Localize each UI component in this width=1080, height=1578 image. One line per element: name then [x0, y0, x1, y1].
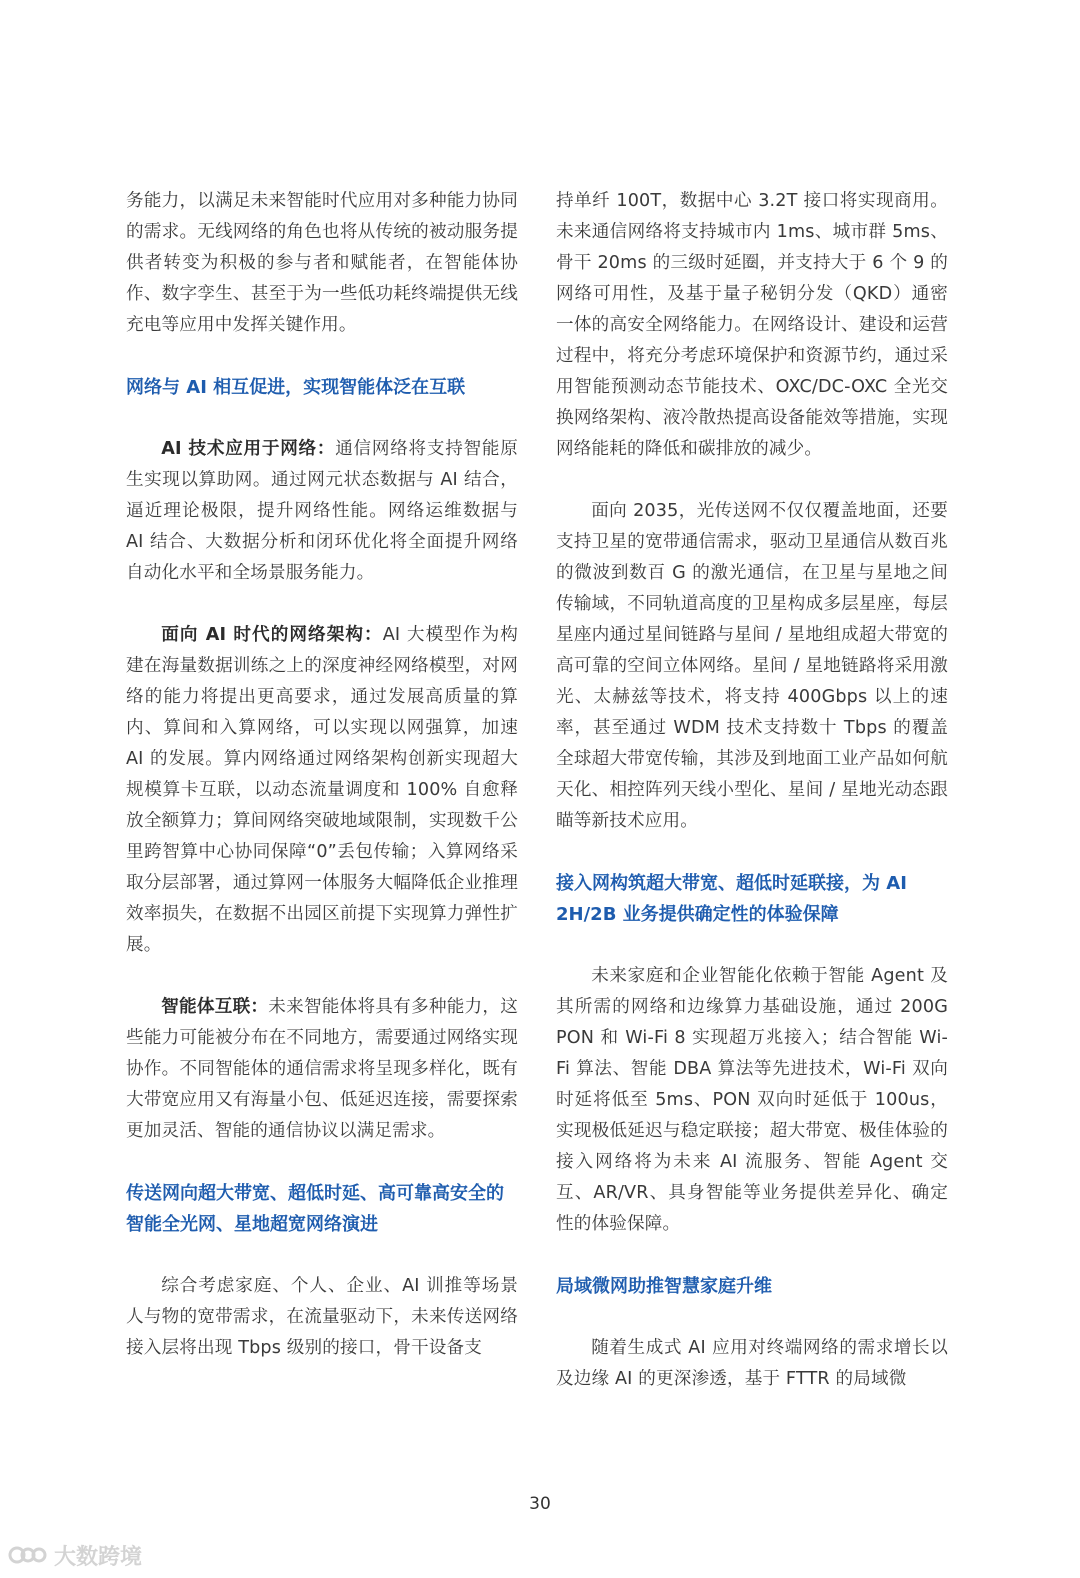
lead-label: AI 技术应用于网络：: [161, 439, 336, 459]
paragraph-body: AI 大模型作为构建在海量数据训练之上的深度神经网络模型，对网络的能力将提出更高要求，通过发展高质量的算内、算间和入算网络，可以实现以网强算，加速 AI 的发展。算内网络通过网络架构创新实现超大规模算卡互联，以动态流量调度和 100% 自愈释放全额算力；算间网络突破地域限制，实现数千公里跨智算中心协同保障“0”丢包传输；入算网络采取分层部署，通过算网一体服务大幅降低企业推理效率损失，在数据不出园区前提下实现算力弹性扩展。: [126, 625, 519, 955]
paragraph-body: 通信网络将支持智能原生实现以算助网。通过网元状态数据与 AI 结合，逼近理论极限，提升网络性能。网络运维数据与 AI 结合、大数据分析和闭环优化将全面提升网络自动化水平和全场景服务能力。: [126, 439, 518, 583]
section-heading-transport-network: 传送网向超大带宽、超低时延、高可靠高安全的智能全光网、星地超宽网络演进: [126, 1183, 504, 1235]
watermark: [8, 1540, 142, 1570]
section-heading-access-network: 接入网构筑超大带宽、超低时延联接，为 AI 2H/2B 业务提供确定性的体验保障: [556, 873, 907, 925]
right-column: [556, 186, 948, 1395]
lead-label: 智能体互联：: [161, 997, 269, 1017]
left-paragraph-1: 务能力，以满足未来智能时代应用对多种能力协同的需求。无线网络的角色也将从传统的被动服务提供者转变为积极的参与者和赋能者，在智能体协作、数字孪生、甚至于为一些低功耗终端提供无线充电等应用中发挥关键作用。: [126, 191, 518, 335]
lead-label: 面向 AI 时代的网络架构：: [161, 625, 383, 645]
right-paragraph-1: 持单纤 100T，数据中心 3.2T 接口将实现商用。未来通信网络将支持城市内 1ms、城市群 5ms、骨干 20ms 的三级时延圈，并支持大于 6 个 9 的网络可用性，及基于量子秘钥分发（QKD）通密一体的高安全网络能力。在网络设计、建设和运营过程中，将充分考虑环境保护和资源节约，通过采用智能预测动态节能技术、OXC/DC-OXC 全光交换网络架构、液冷散热提高设备能效等措施，实现网络能耗的降低和碳排放的减少。: [556, 191, 948, 459]
section-heading-local-micro-network: 局域微网助推智慧家庭升维: [556, 1276, 772, 1297]
paragraph-body: 未来智能体将具有多种能力，这些能力可能被分布在不同地方，需要通过网络实现协作。不同智能体的通信需求将呈现多样化，既有大带宽应用又有海量小包、低延迟连接，需要探索更加灵活、智能的通信协议以满足需求。: [126, 997, 518, 1141]
right-paragraph-access: 未来家庭和企业智能化依赖于智能 Agent 及其所需的网络和边缘算力基础设施，通过 200G PON 和 Wi-Fi 8 实现超万兆接入；结合智能 Wi-Fi 算法、智能 DBA 算法等先进技术，Wi-Fi 双向时延将低至 5ms、PON 双向时延低于 100us，实现极低延迟与稳定联接；超大带宽、极佳体验的接入网络将为未来 AI 流服务、智能 Agent 交互、AR/VR、具身智能等业务提供差异化、确定性的体验保障。: [556, 966, 948, 1234]
left-paragraph-agent-interconnect: [126, 992, 518, 1147]
left-paragraph-network-architecture: [126, 620, 518, 961]
left-paragraph-ai-for-network: [126, 434, 518, 589]
page-number: 30: [529, 1494, 551, 1514]
section-heading-network-ai: 网络与 AI 相互促进，实现智能体泛在互联: [126, 377, 466, 398]
left-column: [126, 186, 518, 1364]
left-paragraph-transport: 综合考虑家庭、个人、企业、AI 训推等场景人与物的宽带需求，在流量驱动下，未来传送网络接入层将出现 Tbps 级别的接口，骨干设备支: [126, 1276, 518, 1358]
brand-logo-icon: [8, 1542, 48, 1568]
right-paragraph-fttr: 随着生成式 AI 应用对终端网络的需求增长以及边缘 AI 的更深渗透，基于 FTTR 的局域微: [556, 1338, 948, 1389]
watermark-text: 大数跨境: [54, 1544, 143, 1570]
right-paragraph-satellite: 面向 2035，光传送网不仅仅覆盖地面，还要支持卫星的宽带通信需求，驱动卫星通信从数百兆的微波到数百 G 的激光通信，在卫星与星地之间传输域，不同轨道高度的卫星构成多层星座，每层星座内通过星间链路与星间 / 星地组成超大带宽的高可靠的空间立体网络。星间 / 星地链路将采用激光、太赫兹等技术，将支持 400Gbps 以上的速率，甚至通过 WDM 技术支持数十 Tbps 的覆盖全球超大带宽传输，其涉及到地面工业产品如何航天化、相控阵列天线小型化、星间 / 星地光动态跟瞄等新技术应用。: [556, 501, 948, 831]
